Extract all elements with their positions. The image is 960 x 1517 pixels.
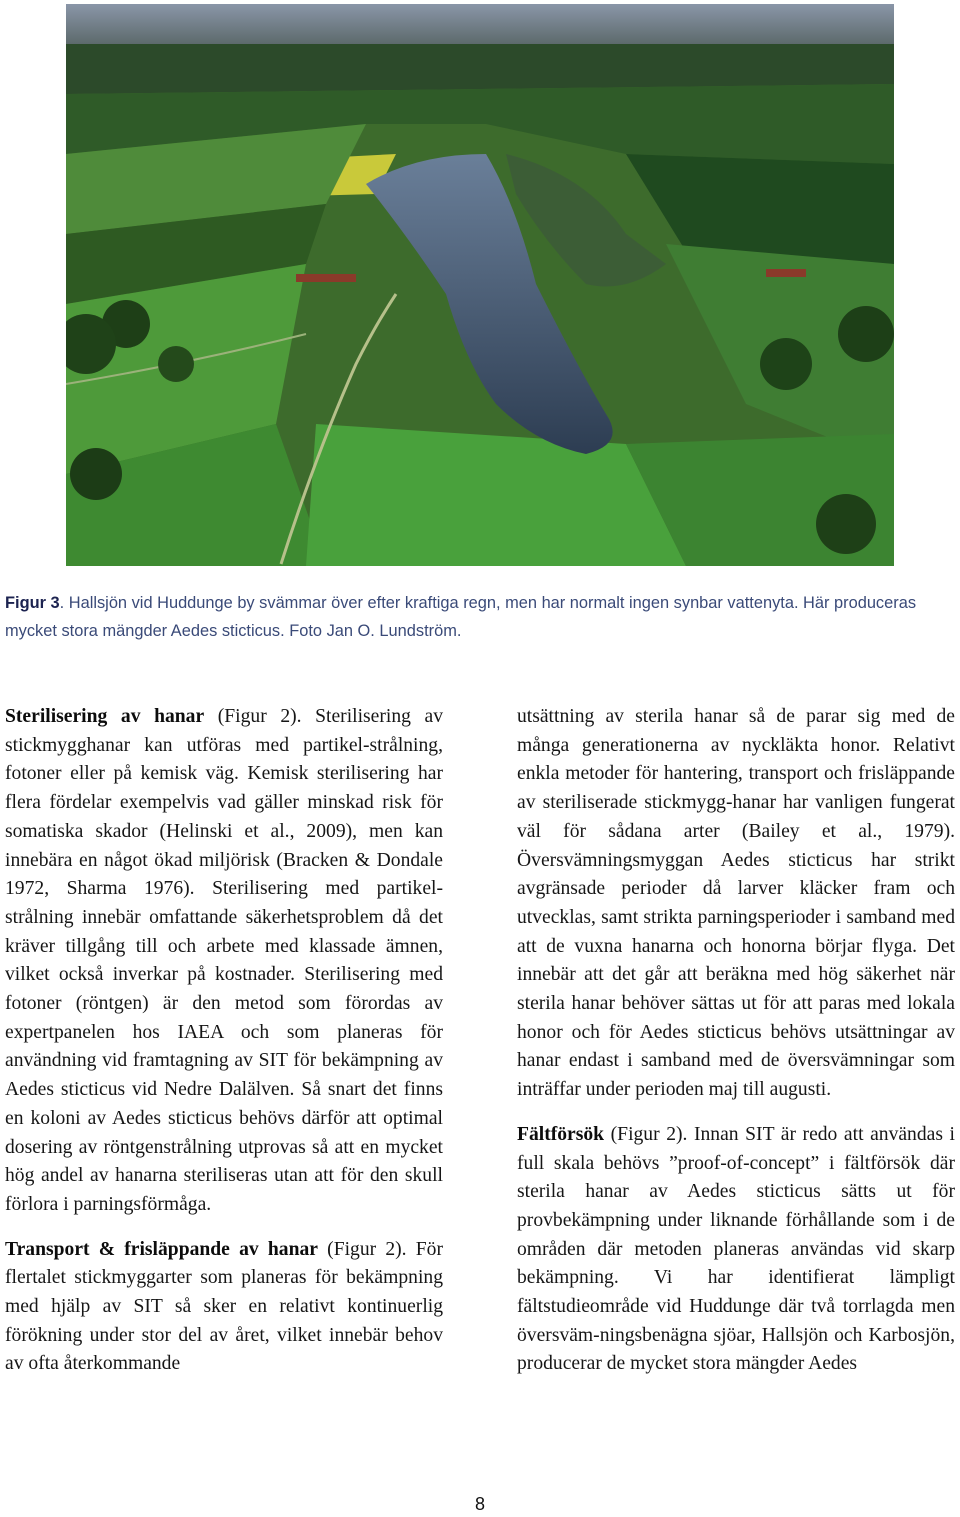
paragraph-sterilisering [5,703,443,1220]
heading-transport: Transport & frisläppande av hanar [5,1238,318,1260]
flooded-lake-landscape-image [66,4,894,566]
paragraph-faltforsok [517,1121,955,1379]
heading-faltforsok: Fältförsök [517,1123,605,1145]
left-column [5,703,443,1379]
heading-sterilisering: Sterilisering av hanar [5,706,205,727]
text-faltforsok: (Figur 2). Innan SIT är redo att användas i full skala behövs ”proof-of-concept” i fältförsök där sterila hanar av Aedes sticticus sätts ut för provbekämpning under liknande förhållande som i de områden där metoden planeras användas vid skarp bekämpning. Vi har identifierat lämpligt fältstudieområde vid Huddunge där två torrlagda men översväm-ningsbenägna sjöar, Hallsjön och Karbosjön, producerar de mycket stora mängder Aedes [517,1123,955,1375]
aerial-photo [66,4,894,566]
caption-text: . Hallsjön vid Huddunge by svämmar över efter kraftiga regn, men har normalt ingen synbar vattenyta. Här produceras mycket stora mängder Aedes sticticus. Foto Jan O. Lundström. [5,594,917,640]
page-number: 8 [474,1494,485,1514]
figure-caption [5,589,953,645]
text-transport: (Figur 2). För flertalet stickmyggarter som planeras för bekämpning med hjälp av SIT så sker en relativt kontinuerlig förökning under stor del av året, vilket innebär behov av ofta återkommande [5,1238,443,1375]
paragraph-transport [5,1236,443,1380]
paragraph-utsattning: utsättning av sterila hanar så de parar sig med de många generationerna av nyckläkta honor. Relativt enkla metoder för hantering, transport och frisläppande av steriliserade stickmygg-hanar har vanligen fungerat väl för sådana arter (Bailey et al., 1979). Översvämningsmyggan Aedes sticticus har strikt avgränsade perioder då larver kläcker fram och utvecklas, samt strikta parningsperioder i samband med att de vuxna hanarna och honorna börjar flyga. Det innebär att det går att beräkna med hög säkerhet när sterila hanar behöver sättas ut för att paras med lokala honor och för Aedes sticticus behövs utsättningar av hanar endast i samband med de översvämningar som inträffar under perioden maj till augusti. [517,706,955,1101]
caption-label: Figur 3 [5,594,60,612]
right-column [517,703,955,1379]
text-sterilisering: (Figur 2). Sterilisering av stickmygghanar kan utföras med partikel-strålning, fotoner eller på kemisk väg. Kemisk sterilisering har flera fördelar exempelvis vad gäller minskad risk för somatiska skador (Helinski et al., 2009), men kan innebära en något ökad miljörisk (Bracken & Dondale 1972, Sharma 1976). Sterilisering med partikel-strålning innebär omfattande säkerhetsproblem då det kräver tillgång till och arbete med klassade ämnen, vilket också inverkar på kostnader. Sterilisering med fotoner (röntgen) är den metod som förordas av expertpanelen hos IAEA och som planeras för användning vid framtagning av SIT för bekämpning av Aedes sticticus vid Nedre Dalälven. Så snart det finns en koloni av Aedes sticticus behövs därför att optimal dosering av röntgenstrålning utprovas så att en mycket hög andel av hanarna steriliseras utan att för den skull förlora i parningsförmåga. [5,706,444,1215]
